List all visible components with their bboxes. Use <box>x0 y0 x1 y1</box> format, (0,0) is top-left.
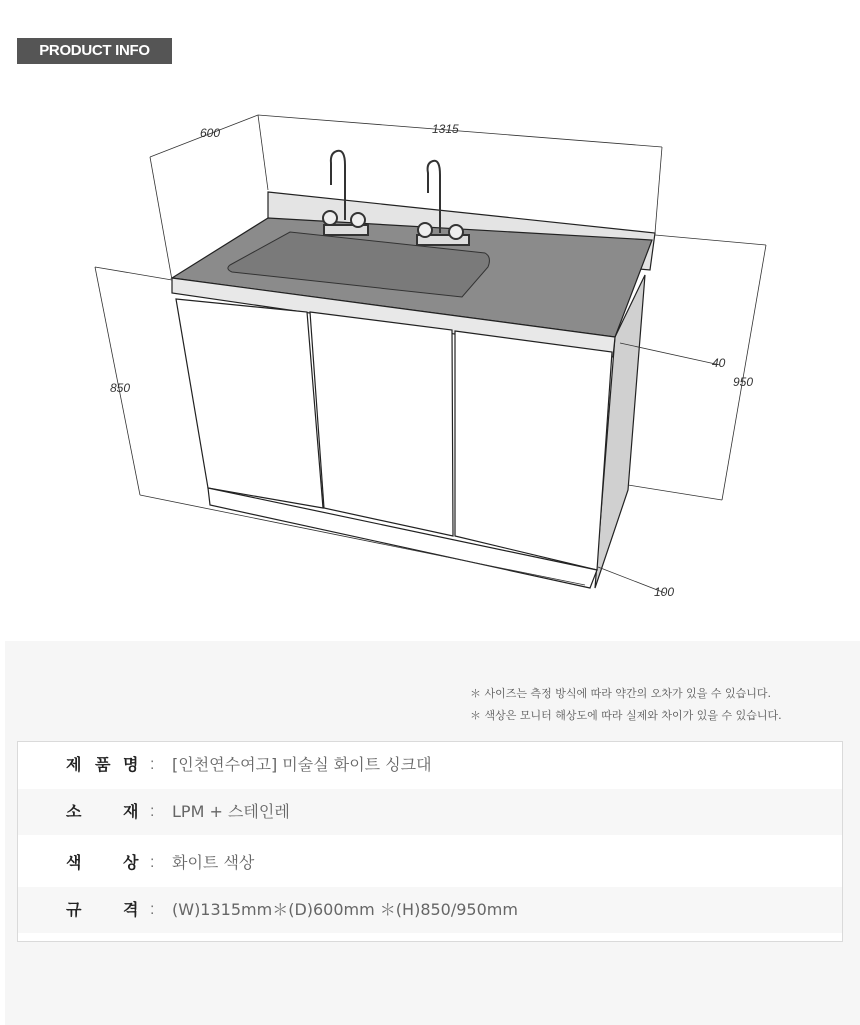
spec-value: 화이트 색상 <box>172 853 255 872</box>
notes <box>470 683 782 727</box>
spec-colon: : <box>150 854 155 871</box>
spec-row-name: 제 품 명 : [인천연수여고] 미술실 화이트 싱크대 <box>18 742 842 788</box>
spec-row-color: 색 상 : 화이트 색상 <box>18 840 842 886</box>
dimension-top-thickness: 40 <box>712 356 726 370</box>
dimension-base-height: 100 <box>654 585 675 599</box>
spec-value: [인천연수여고] 미술실 화이트 싱크대 <box>172 755 432 774</box>
spec-table <box>17 741 843 942</box>
sink-cabinet-drawing <box>0 75 860 635</box>
dimension-height-left: 850 <box>110 381 131 395</box>
dimension-height-right: 950 <box>733 375 754 389</box>
spec-colon: : <box>150 756 155 773</box>
spec-row-size: 규 격 : (W)1315mm＊(D)600mm ＊(H)850/950mm <box>18 887 842 933</box>
spec-colon: : <box>150 803 155 820</box>
spec-row-material: 소 재 : LPM + 스테인레 <box>18 789 842 835</box>
dimension-width: 1315 <box>432 122 459 136</box>
dimension-depth: 600 <box>200 126 221 140</box>
note-color: ＊ 색상은 모니터 해상도에 따라 실제와 차이가 있을 수 있습니다. <box>470 709 782 722</box>
spec-value: (W)1315mm＊(D)600mm ＊(H)850/950mm <box>172 900 518 919</box>
note-size: ＊ 사이즈는 측정 방식에 따라 약간의 오차가 있을 수 있습니다. <box>470 687 771 700</box>
spec-value: LPM + 스테인레 <box>172 802 290 821</box>
product-info-badge: PRODUCT INFO <box>17 38 172 64</box>
spec-colon: : <box>150 901 155 918</box>
